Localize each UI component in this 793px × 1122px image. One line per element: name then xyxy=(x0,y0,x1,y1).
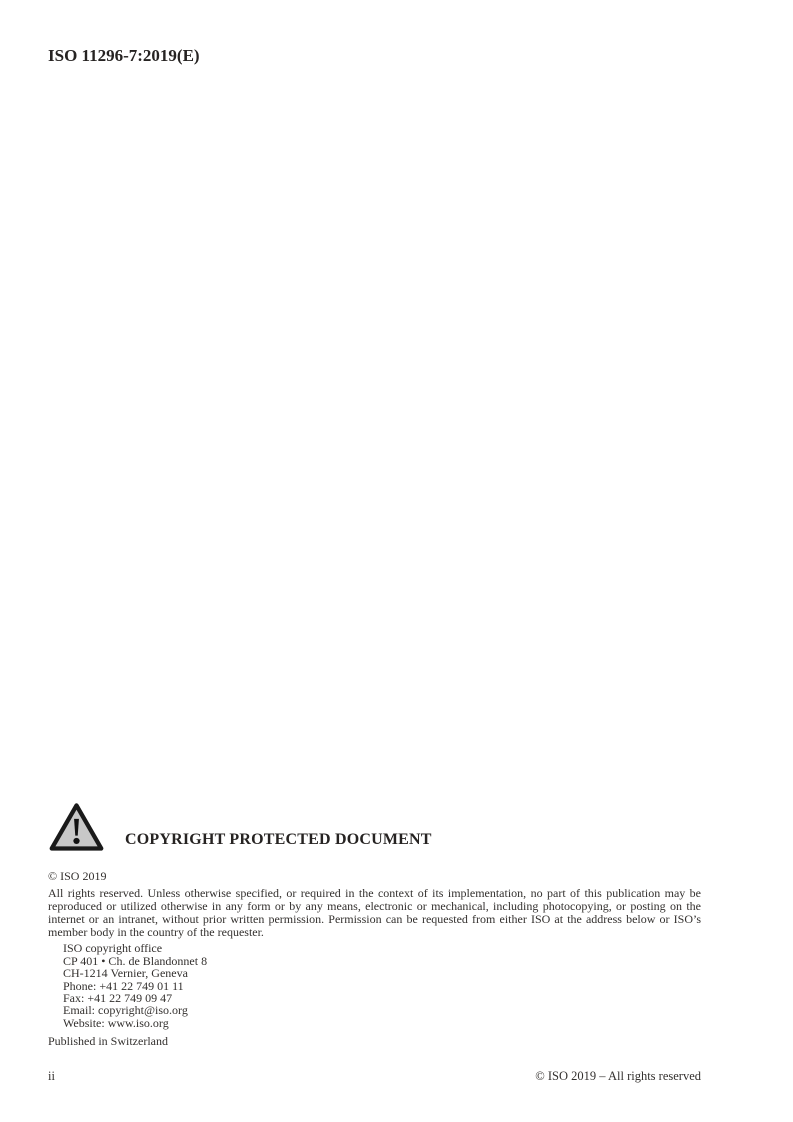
warning-triangle-icon xyxy=(48,801,105,854)
address-line-fax: Fax: +41 22 749 09 47 xyxy=(63,991,173,1005)
copyright-protected-heading: COPYRIGHT PROTECTED DOCUMENT xyxy=(125,831,432,848)
address-line-office: ISO copyright office xyxy=(63,941,163,956)
page-number: ii xyxy=(48,1069,55,1083)
address-line-phone: Phone: +41 22 749 01 11 xyxy=(63,978,184,993)
copyright-year-line: © ISO 2019 xyxy=(48,869,107,883)
copyright-section xyxy=(48,801,701,1049)
published-line: Published in Switzerland xyxy=(48,1034,168,1049)
address-line-street: CP 401 • Ch. de Blandonnet 8 xyxy=(63,953,208,968)
address-line-email: Email: copyright@iso.org xyxy=(63,1003,188,1018)
footer-copyright: © ISO 2019 – All rights reserved xyxy=(535,1069,701,1083)
copyright-body-paragraph: All rights reserved. Unless otherwise specified, or required in the context of its implementation, no part of this publication may be reproduced or utilized otherwise in any form or by any means, electronic or mechanical, including photocopying, or posting on the internet or an intranet, without prior written permission. Permission can be requested from either ISO at the address below or ISO’s member body in the country of the requester. xyxy=(48,886,701,940)
iso-address-block xyxy=(63,942,701,1029)
document-reference: ISO 11296-7:2019(E) xyxy=(48,46,200,65)
page-footer xyxy=(48,1069,701,1084)
copyright-heading-row xyxy=(48,801,701,854)
address-line-city: CH-1214 Vernier, Geneva xyxy=(63,966,188,981)
address-line-website: Website: www.iso.org xyxy=(63,1015,169,1030)
